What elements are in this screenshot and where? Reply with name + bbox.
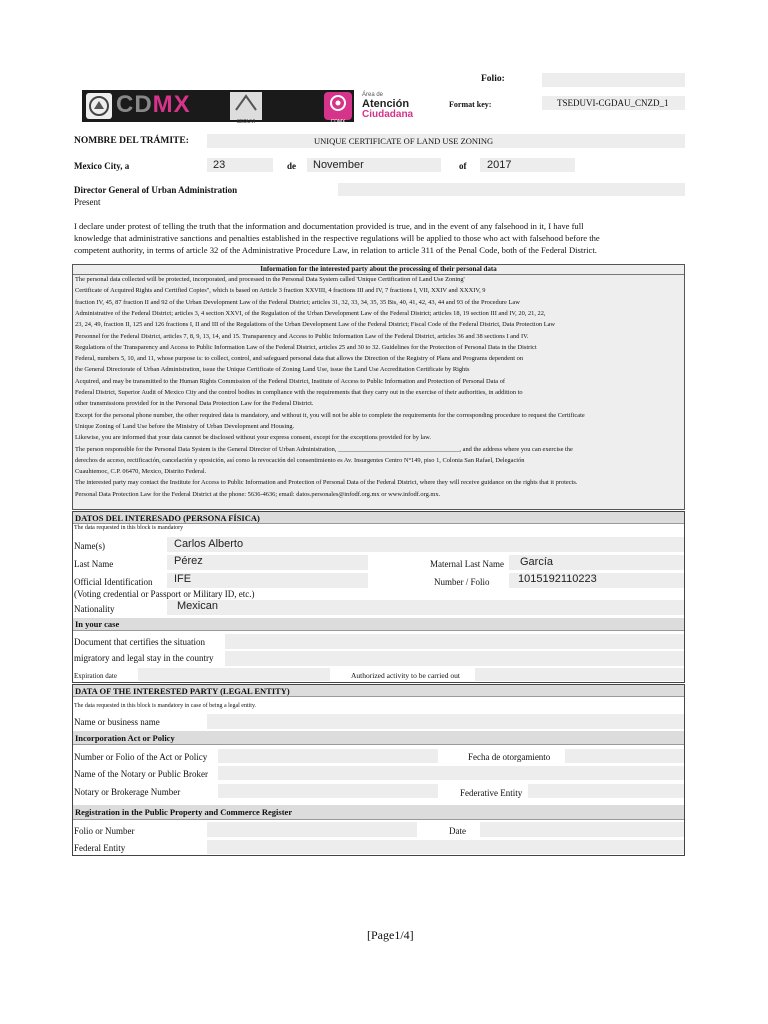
cdmx-badge-icon: CDMX <box>324 92 352 120</box>
federative-entity-field[interactable] <box>528 784 684 798</box>
cdmx-logo: CDMX <box>116 91 191 118</box>
document-label-2: migratory and legal stay in the country <box>74 653 214 663</box>
business-name-field[interactable] <box>207 714 684 729</box>
names-field[interactable] <box>167 537 684 552</box>
expiration-field[interactable] <box>138 668 330 681</box>
act-number-label: Number or Folio of the Act or Policy <box>74 752 208 762</box>
de-label: de <box>287 161 296 171</box>
notary-number-label: Notary or Brokerage Number <box>74 787 181 797</box>
info-line: The personal data collected will be protected, incorporated, and processed in the Personal Data System called 'Unique Certification of Land Use Zoning' <box>75 276 465 283</box>
declaration-paragraph <box>74 220 686 256</box>
legal-entity-header: DATA OF THE INTERESTED PARTY (LEGAL ENTITY) <box>73 685 684 697</box>
info-line: Personnel for the Federal District, articles 7, 8, 9, 13, 14, and 15. Transparency and Access to Public Information Law of the Federal District, articles 36 and 38 sections I and IV. <box>75 332 529 340</box>
business-name-label: Name or business name <box>74 717 160 727</box>
info-line: Likewise, you are informed that your data cannot be disclosed without your express consent, except for the exceptions provided for by law. <box>75 434 431 442</box>
addressee-name-field[interactable] <box>338 183 685 196</box>
legal-entity-note: The data requested in this block is mandatory in case of being a legal entity. <box>74 703 257 709</box>
info-line: Federal District, Superior Audit of Mexico City and the control bodies in compliance with the requirements that they carry out in the exercise of their authorities, in addition to <box>75 389 523 396</box>
document-label-1: Document that certifies the situation <box>74 637 205 647</box>
info-line: Federal, numbers 5, 10, and 11, whose purpose is: to collect, control, and safeguard personal data that allows the Direction of the Registry of Plans and Programs dependent on <box>75 355 524 363</box>
natural-person-note: The data requested in this block is mandatory <box>74 525 184 531</box>
coat-of-arms-icon <box>86 93 112 119</box>
authorized-activity-field[interactable] <box>475 668 684 681</box>
info-line: Personal Data Protection Law for the Federal District at the phone: 5636-4636; email: datos.personales@infodf.org.mx or www.infodf.org.mx. <box>75 490 441 498</box>
official-id-field[interactable] <box>167 573 368 588</box>
info-line: derechos de acceso, rectificación, cancelación y oposición, así como la revocación del consentimiento es Av. Insurgentes Centro N°149, piso 1, Colonia San Rafael, Delegación <box>75 456 525 464</box>
document-field[interactable] <box>225 634 684 649</box>
info-line: Unique Zoning of Land Use before the Ministry of Urban Development and Housing. <box>75 422 295 430</box>
folio-label: Folio: <box>481 74 505 84</box>
names-label: Name(s) <box>74 541 105 551</box>
year-value: 2017 <box>487 159 512 171</box>
info-line: Regulations of the Transparency and Access to Public Information Law of the Federal District, articles 25 and 30 to 32. Guidelines for the Protection of Personal Data in the District <box>75 343 537 351</box>
info-line: The interested party may contact the Institute for Access to Public Information and Protection of Personal Data of the Federal District, where they will receive guidance on the rights that it protects. <box>75 479 578 487</box>
number-folio-label: Number / Folio <box>434 577 490 587</box>
format-key-label: Format key: <box>449 100 492 109</box>
registration-folio-field[interactable] <box>207 822 417 837</box>
area-atencion-logo: Área de Atención Ciudadana <box>354 90 437 122</box>
federative-entity-label: Federative Entity <box>460 788 523 798</box>
last-name-value: Pérez <box>174 555 203 567</box>
expiration-label: Expiration date <box>74 672 117 680</box>
procedure-value: UNIQUE CERTIFICATE OF LAND USE ZONING <box>314 136 494 146</box>
info-line: the General Directorate of Urban Administration, issue the Unique Certificate of Zoning Land Use, issue the Land Use Accreditation Certificate by Rights <box>75 366 470 374</box>
registration-date-label: Date <box>449 826 466 836</box>
declaration-line: competent authority, in terms of article 32 of the Administrative Procedure Law, in relation to article 311 of the Penal Code, both of the Federal District. <box>74 245 597 255</box>
procedure-label: NOMBRE DEL TRÁMITE: <box>74 136 189 146</box>
notary-name-label: Name of the Notary or Public Broker <box>74 769 208 779</box>
info-line: fraction IV, 45, 87 fraction II and 92 of the Urban Development Law of the Federal District; articles 31, 32, 33, 34, 35, 35 Bis, 40, 41, 42, 43, 44 and 93 of the Procedure Law <box>75 298 520 306</box>
declaration-line: knowledge that administrative sanctions and penalties established in the respective regulations will be applied to those who act with falsehood before the <box>74 233 600 243</box>
official-id-sublabel: (Voting credential or Passport or Military ID, etc.) <box>74 589 255 599</box>
info-line: other transmissions provided for in the Personal Data Protection Law for the Federal District. <box>75 400 314 408</box>
document-field-2[interactable] <box>225 651 684 666</box>
nationality-value: Mexican <box>177 600 218 612</box>
in-your-case-header: In your case <box>73 618 684 631</box>
notary-number-field[interactable] <box>218 784 438 798</box>
natural-person-header: DATOS DEL INTERESADO (PERSONA FÍSICA) <box>73 512 684 524</box>
header-logo-banner <box>82 90 437 125</box>
addressee-title: Director General of Urban Administration <box>74 185 238 195</box>
notary-name-field[interactable] <box>218 766 684 780</box>
official-id-value: IFE <box>174 573 192 585</box>
number-folio-value: 1015192110223 <box>518 573 597 585</box>
registration-folio-label: Folio or Number <box>74 826 135 836</box>
month-value: November <box>313 159 364 171</box>
info-box-title: Information for the interested party about the processing of their personal data <box>73 265 684 275</box>
official-id-label: Official Identification <box>74 577 153 587</box>
registration-header: Registration in the Public Property and Commerce Register <box>73 805 684 820</box>
nationality-label: Nationality <box>74 604 115 614</box>
incorporation-header: Incorporation Act or Policy <box>73 731 684 745</box>
info-line: Acquired, and may be transmitted to the Human Rights Commission of the Federal District, Institute of Access to Public Information and Protection of Personal Data of <box>75 377 506 385</box>
day-value: 23 <box>213 159 226 171</box>
format-key-value: TSEDUVI-CGDAU_CNZD_1 <box>557 98 669 108</box>
folio-field[interactable] <box>542 73 685 87</box>
addressee-present: Present <box>74 197 101 207</box>
registration-date-field[interactable] <box>480 822 684 837</box>
federal-entity-label: Federal Entity <box>74 843 126 853</box>
declaration-line: I declare under protest of telling the truth that the information and documentation provided is true, and in the event of any falsehood in it, I have full <box>74 221 584 231</box>
last-name-label: Last Name <box>74 559 114 569</box>
info-line: Except for the personal phone number, the other required data is mandatory, and without it, you will not be able to complete the requirements for the corresponding procedure to request the Certificate <box>75 411 585 419</box>
maternal-last-name-label: Maternal Last Name <box>430 559 504 569</box>
of-label: of <box>459 161 467 171</box>
act-number-field[interactable] <box>218 749 438 763</box>
grant-date-field[interactable] <box>565 749 684 763</box>
authorized-activity-label: Authorized activity to be carried out <box>351 671 460 680</box>
info-line: Administrative of the Federal District; articles 3, 4 section XXVI, of the Regulation of the Urban Development Law of the Federal District; articles 18, 19 section III and IV, 20, 21, 22, <box>75 309 546 317</box>
page-indicator: [Page1/4] <box>367 928 414 942</box>
info-line: 23, 24, 49, fraction II, 125 and 126 fractions I, II and III of the Regulations of the Urban Development Law of the Federal District; Fiscal Code of the Federal District, Data Protection Law <box>75 321 556 329</box>
grant-date-label: Fecha de otorgamiento <box>468 752 551 762</box>
info-line: The person responsible for the Personal Data System is the General Director of Urban Administration, ______________________________________, and the address where you can exercise the <box>75 445 573 453</box>
seduvi-logo: SEDUVI <box>230 92 262 120</box>
names-value: Carlos Alberto <box>174 538 244 550</box>
city-label: Mexico City, a <box>74 161 130 171</box>
info-line: Certificate of Acquired Rights and Certified Copies", which is based on Article 3 fraction XXVIII, 4 fractions III and IV, 7 fractions I, VII, XXIV and XXXIV, 9 <box>75 287 486 295</box>
personal-data-info-box <box>72 264 685 510</box>
nationality-field[interactable] <box>167 600 684 615</box>
maternal-last-name-value: García <box>520 556 554 568</box>
federal-entity-field[interactable] <box>207 840 684 854</box>
info-line: Cuauhtemoc, C.P. 06470, Mexico, Distrito Federal. <box>75 468 207 476</box>
